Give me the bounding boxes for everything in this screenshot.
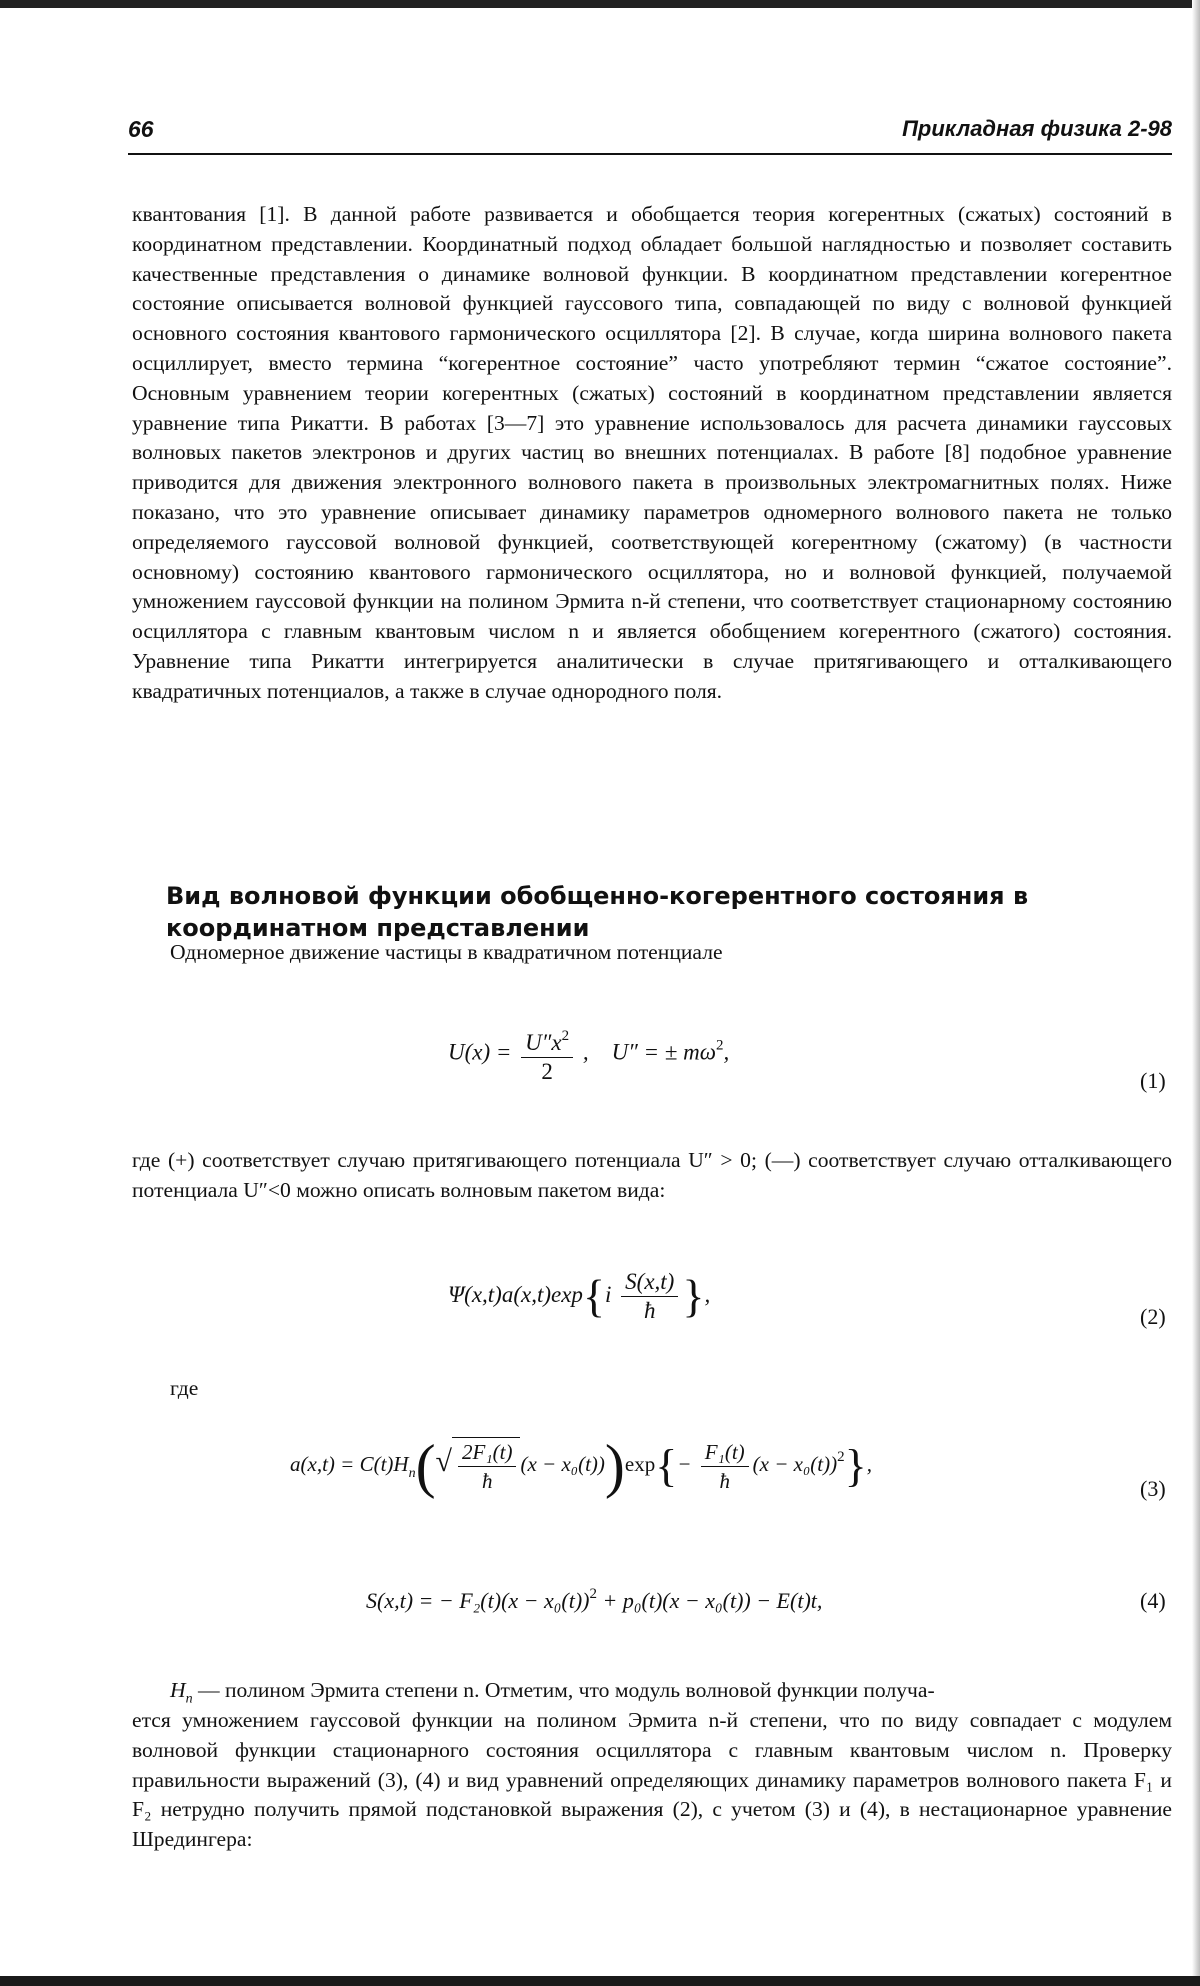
page-number: 66	[128, 116, 154, 142]
section-heading: Вид волновой функции обобщенно-когерентного состояния в координатном представлении	[166, 882, 1029, 942]
closing-paragraph: ется умножением гауссовой функции на полином Эрмита n-й степени, что по виду совпадает с модулем волновой функции стационарного состояния осциллятора с главным квантовым числом n. Проверку правильности выражений (3), (4) и вид уравнений определяющих динамику параметров волнового пакета F₁ и F₂ нетрудно получить прямой подстановкой выражения (2), с учетом (3) и (4), в нестационарное уравнение Шредингера:	[132, 1708, 1172, 1852]
equation-number-1: (1)	[1140, 1068, 1166, 1093]
eq1-fraction	[521, 1022, 573, 1086]
eq2-fraction	[621, 1268, 678, 1325]
after-eq1-paragraph: где (+) соответствует случаю притягивающего потенциала U″ > 0; (—) соответствует случаю отталкивающего потенциала U″<0 можно описать волновым пакетом вида:	[132, 1148, 1172, 1202]
eq3-sqrt-denominator: ħ	[481, 1469, 493, 1493]
equation-2: Ψ(x,t)a(x,t)exp{i $\frac{S(x,t)}{ħ}$ },	[448, 1269, 711, 1323]
running-title: Прикладная физика 2-98	[902, 116, 1172, 141]
eq2-lhs: Ψ(x,t)a(x,t)exp	[448, 1281, 583, 1307]
eq2-numerator: S(x,t)	[621, 1268, 678, 1297]
eq4-body: S(x,t) = − F₂(t)(x − x₀(t))	[366, 1588, 590, 1613]
eq1-rhs-power: 2	[716, 1037, 724, 1054]
eq3-minus: −	[677, 1451, 692, 1476]
eq1-tail: ,	[723, 1039, 730, 1065]
eq3-sqrt-fraction	[458, 1438, 516, 1495]
equation-number-2: (2)	[1140, 1304, 1166, 1329]
intro-paragraph: квантования [1]. В данной работе развивается и обобщается теория когерентных (сжатых) состояний в координатном представлении. Координатный подход обладает большой наглядностью и позволяет составить качественные представления о динамике волновой функции. В координатном представлении когерентное состояние описывается волновой функцией гауссового типа, совпадающей по виду с волновой функцией основного состояния квантового гармонического осциллятора [2]. В случае, когда ширина волнового пакета осциллирует, вместо термина “когерентное состояние” часто употребляют термин “сжатое состояние”. Основным уравнением теории когерентных (сжатых) состояний в координатном представлении является уравнение типа Рикатти. В работах [3—7] это уравнение использовалось для расчета динамики гауссовых волновых пакетов электронов и других частиц во внешних потенциалах. В работе [8] подобное уравнение приводится для движения электронного волнового пакета в произвольных электромагнитных полях. Ниже показано, что это уравнение описывает динамику параметров одномерного волнового пакета не только определяемого гауссовой волновой функцией, соответствующей когерентному (сжатому) (в частности основному) состоянию квантового гармонического осциллятора, но и волновой функцией, получаемой умножением гауссовой функции на полином Эрмита n-й степени, что соответствует стационарному состоянию осциллятора с главным квантовым числом n и является обобщением когерентного (сжатого) состояния. Уравнение типа Рикатти интегрируется аналитически в случае притягивающего и отталкивающего квадратичных потенциалов, а также в случае однородного поля.	[132, 202, 1172, 703]
page-header	[128, 112, 1172, 156]
closing-first-line-text: — полином Эрмита степени n. Отметим, что модуль волновой функции получа-	[192, 1678, 935, 1702]
scan-border-top	[0, 0, 1200, 8]
eq1-numerator: U″x	[525, 1030, 562, 1055]
equation-number-4: (4)	[1140, 1588, 1166, 1613]
header-rule	[128, 153, 1172, 155]
eq3-square: (x − x₀(t))	[752, 1451, 838, 1476]
eq3-lhs: a(x,t) = C(t)H	[290, 1451, 409, 1476]
equation-1	[448, 1022, 729, 1086]
equation-3: $a(x,t) = C(t)H_n(√$ $\frac{\text{2F₁(t)}}{ħ}$ (x − x₀(t)))exp{− $\frac{\text{F₁(t)}}{ħ}$ $(x - x_0(t))^2$},	[290, 1433, 872, 1499]
eq3-exp: exp	[624, 1451, 656, 1476]
eq1-rhs: , U″ = ± mω	[582, 1039, 717, 1065]
eq2-i: i	[605, 1281, 612, 1307]
equation-number-3: (3)	[1140, 1476, 1166, 1501]
eq1-lhs: U(x) =	[448, 1039, 512, 1065]
eq3-fraction	[701, 1438, 749, 1495]
hermite-symbol: H	[170, 1678, 186, 1702]
hermite-subscript: n	[185, 1691, 193, 1707]
equation-4	[366, 1586, 822, 1614]
eq3-tail: ,	[866, 1451, 872, 1476]
eq4-power: 2	[589, 1586, 598, 1602]
eq3-sqrt-numerator: 2F₁(t)	[458, 1438, 516, 1467]
section-intro-line: Одномерное движение частицы в квадратичном потенциале	[170, 940, 723, 964]
scan-border-bottom	[0, 1976, 1200, 1986]
eq2-tail: ,	[704, 1281, 711, 1307]
scan-border-right	[1192, 0, 1200, 1986]
eq1-denominator: 2	[541, 1059, 553, 1084]
eq3-denominator: ħ	[719, 1468, 730, 1493]
eq3-shift: (x − x₀(t))	[520, 1451, 605, 1476]
eq2-denominator: ħ	[644, 1298, 656, 1323]
eq4-body-rest: + p₀(t)(x − x₀(t)) − E(t)t,	[597, 1588, 823, 1613]
where-label: где	[170, 1376, 199, 1400]
eq1-numerator-power: 2	[561, 1028, 570, 1044]
eq3-hermite-index: n	[408, 1465, 416, 1481]
eq3-square-power: 2	[837, 1448, 845, 1465]
eq3-numerator: F₁(t)	[701, 1438, 749, 1467]
